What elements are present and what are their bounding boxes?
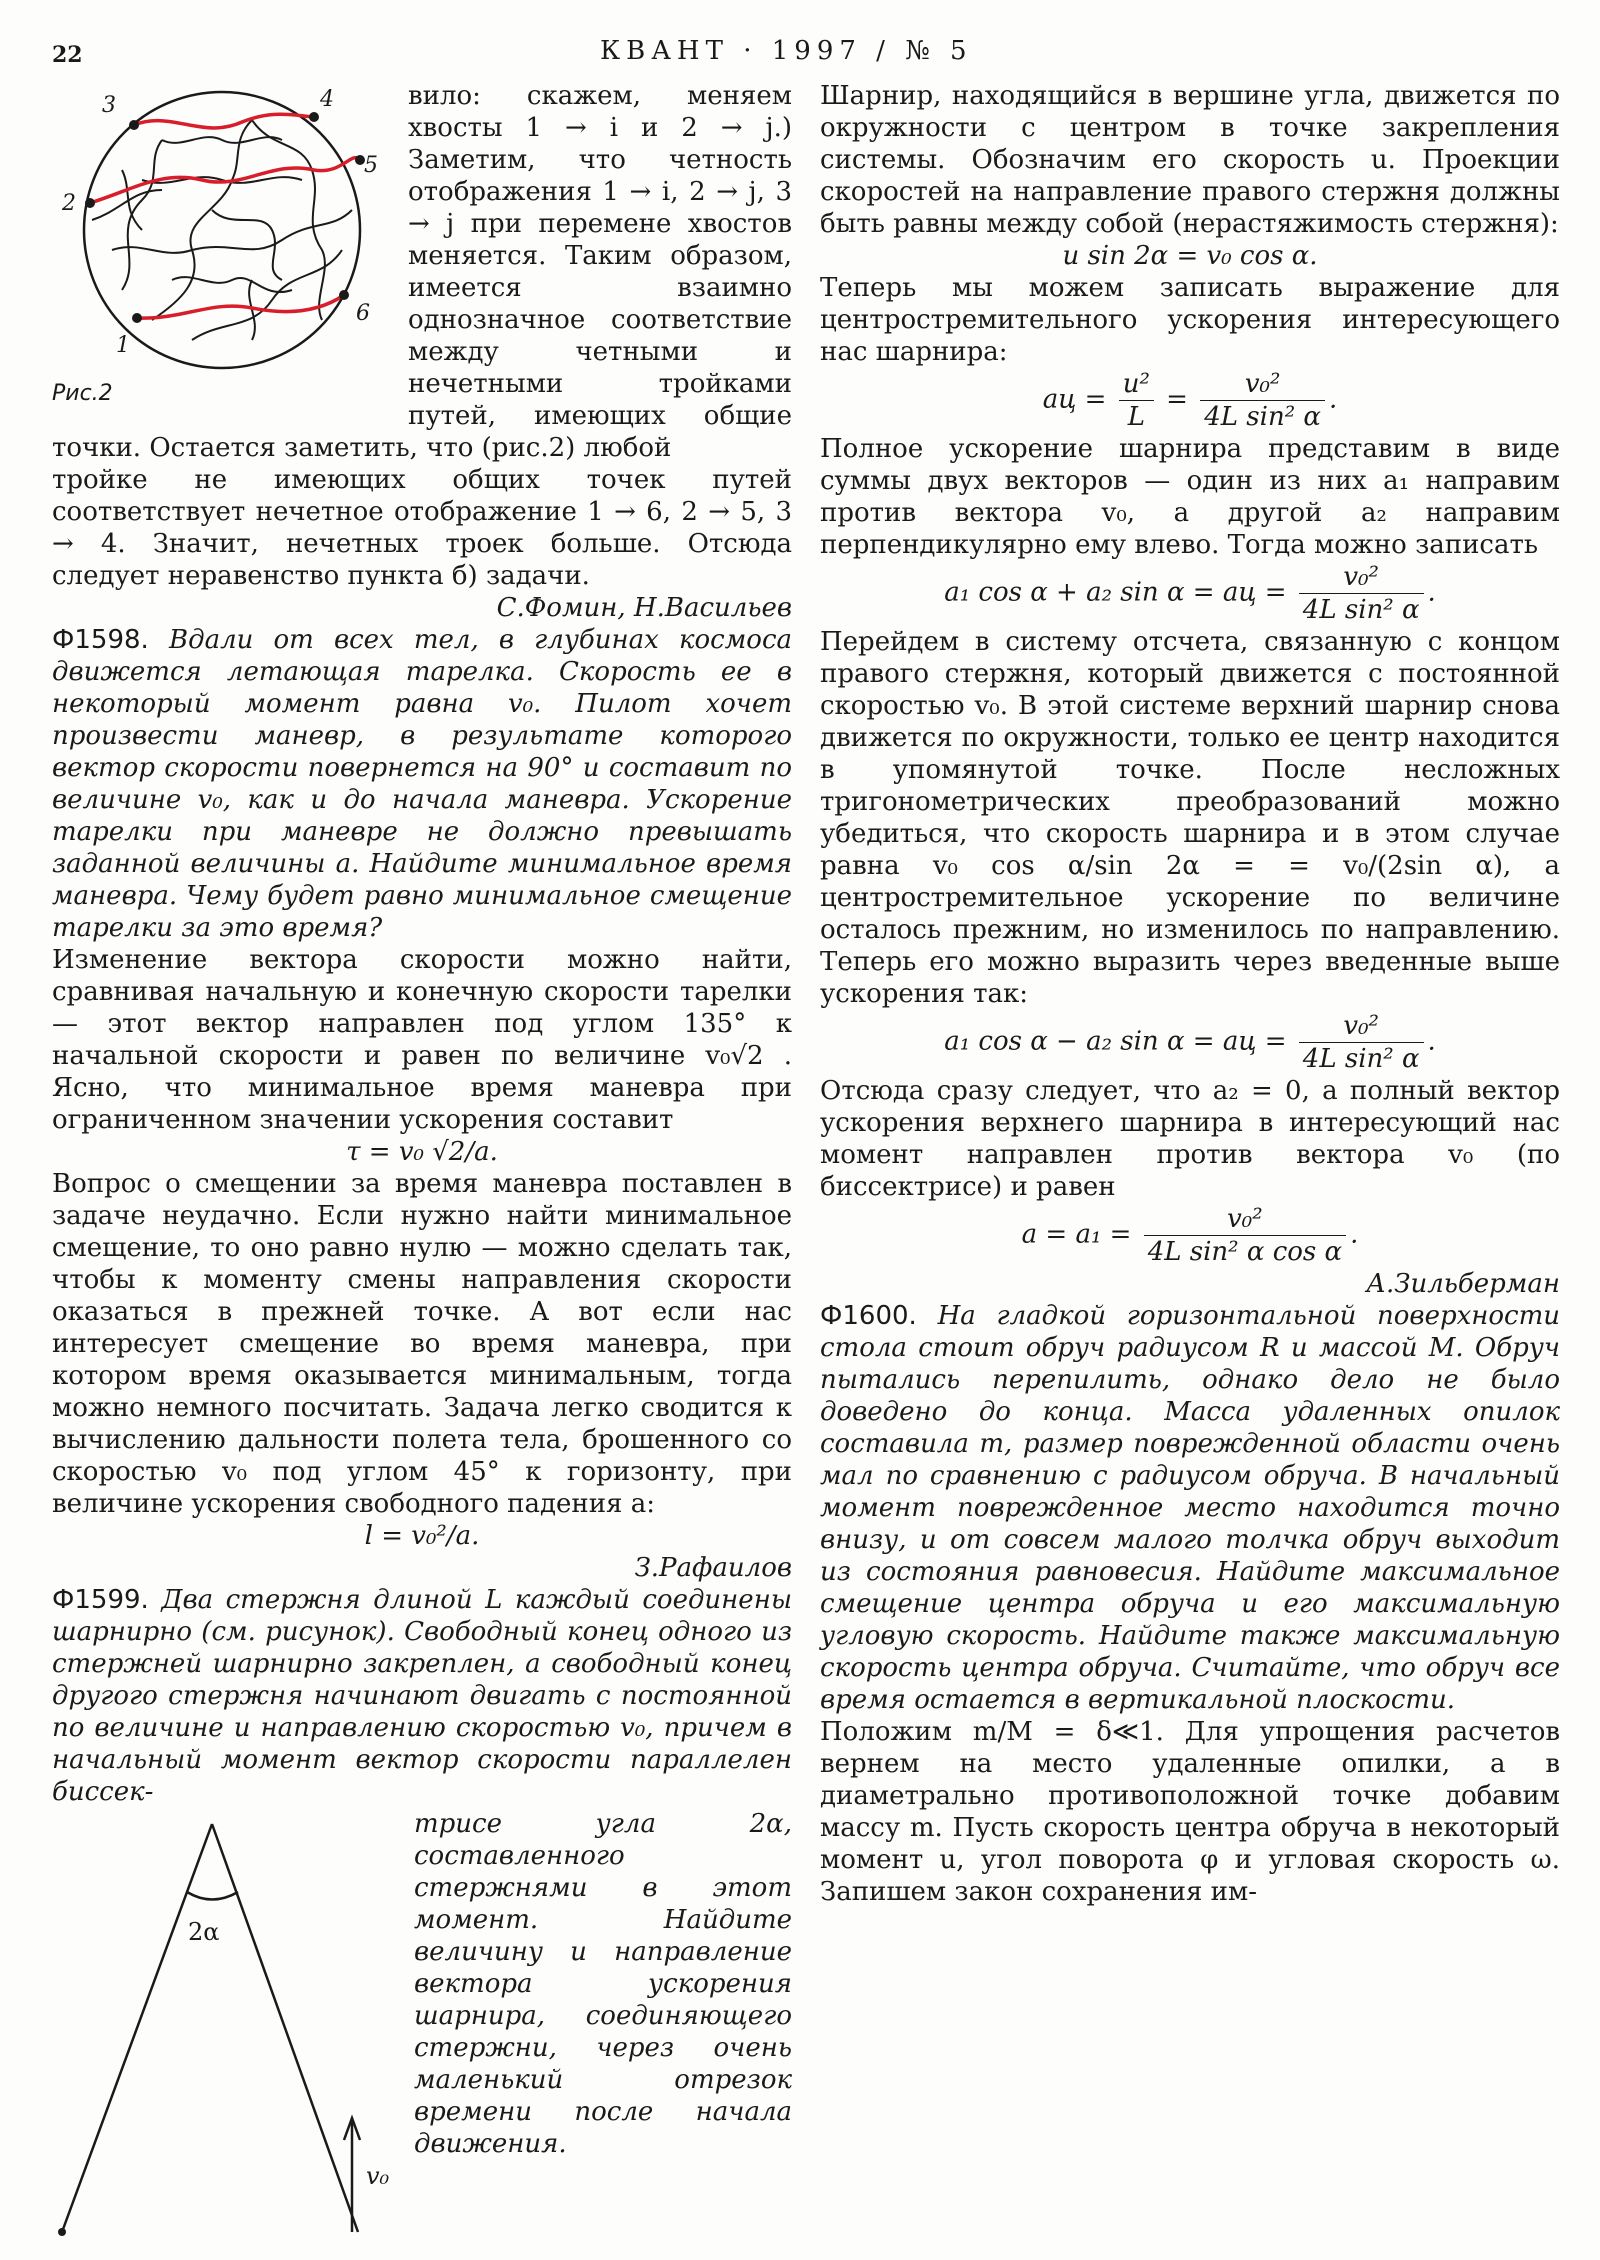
formula-centripetal: aц = $\frac{\text{u²}}{L}$ = $\frac{\text{v₀²}}{\text{4L sin² α}}$ . [1042, 369, 1338, 432]
solution-1599-part-c: Полное ускорение шарнира представим в виде суммы двух векторов — один из них a₁ направим против вектора v₀, а другой a₂ направим перпендикулярно ему влево. Тогда можно записать [820, 434, 1560, 560]
svg-text:1: 1 [116, 333, 130, 358]
formula-centripetal-lhs: aц = [1042, 384, 1107, 415]
solution-1599-part-d: Перейдем в систему отсчета, связанную с концом правого стержня, который движется с постоянной скоростью v₀. В этой системе верхний шарнир снова движется по окружности, только ее центр находится в упомянутой точке. После несложных тригонометрических преобразований можно убедиться, что скорость шарнира и в этом случае равна v₀ cos α/sin 2α = = v₀/(2sin α), а центростремительное ускорение по величине осталось прежним, но изменилось по направлению. Теперь его можно выразить через введенные выше ускорения так: [820, 627, 1560, 1009]
formula-u: u sin 2α = v₀ cos α. [1062, 241, 1318, 271]
figure-2-drawing [52, 80, 392, 380]
author-zilberman: А.Зильберман [1366, 1269, 1560, 1299]
formula-l: l = v₀²/a. [364, 1521, 480, 1551]
problem-1600-text: На гладкой горизонтальной поверхности стола стоит обруч радиусом R и массой M. Обруч пытались перепилить, однако дело не было доведено до конца. Масса удаленных опилок составила m, размер поврежденной области очень мал по сравнению с радиусом обруча. В начальный момент поврежденное место находится точно внизу, и от совсем малого толчка обруч выходит из состояния равновесия. Найдите максимальное смещение центра обруча и его максимальную угловую скорость. Найдите также максимальную скорость центра обруча. Считайте, что обруч все время остается в вертикальной плоскости. [820, 1301, 1560, 1715]
svg-text:6: 6 [356, 301, 370, 326]
fraction-den: 4L sin² α cos α [1147, 1237, 1343, 1267]
fraction-den: 4L sin² α [1302, 595, 1420, 625]
solution-1598-part2: Вопрос о смещении за время маневра поставлен в задаче неудачно. Если нужно найти минимальное смещение, то оно равно нулю — можно сделать так, чтобы к моменту смены направления скорости оказаться в прежней точке. А вот если нас интересует смещение во время маневра, при котором время оказывается минимальным, тогда можно немного посчитать. Задача легко сводится к вычислению дальности полета тела, брошенного со скоростью v₀ под углом 45° к горизонту, при величине ускорения свободного падения a: [52, 1169, 792, 1519]
fraction-a-total [1144, 1203, 1346, 1268]
fraction-num: v₀² [1299, 1010, 1424, 1043]
solution-1600: Положим m/M = δ≪1. Для упрощения расчетов вернем на место удаленные опилки, а в диаметрально противоположной точке добавим массу m. Пусть скорость центра обруча в некоторый момент u, угол поворота φ и угловая скорость ω. Запишем закон сохранения им- [820, 1717, 1560, 1907]
angle-arc [187, 1892, 238, 1900]
formula-sum-plus: a₁ cos α + a₂ sin α = aц = $\frac{\text{v₀²}}{\text{4L sin² α}}$ . [944, 562, 1436, 625]
fraction-u2-L [1119, 368, 1154, 433]
fraction-den: 4L sin² α [1302, 1044, 1420, 1074]
formula-sum-minus-lhs: a₁ cos α − a₂ sin α = aц = [944, 1026, 1287, 1057]
page-number: 22 [52, 42, 83, 68]
rod-left [62, 1824, 212, 2232]
formula-a-total: a = a₁ = $\frac{\text{v₀²}}{\text{4L sin² α cos α}}$ . [1021, 1204, 1359, 1267]
intro-text-rest: тройке не имеющих общих точек путей соответствует нечетное отображение 1 → 6, 2 → 5, 3 → 4. Значит, нечетных троек больше. Отсюда следует неравенство пункта б) задачи. [52, 465, 792, 591]
fraction-v02 [1299, 1010, 1424, 1075]
problem-1598 [52, 624, 792, 944]
fraction-num: v₀² [1299, 561, 1424, 594]
velocity-label: v₀ [366, 2162, 390, 2190]
svg-text:3: 3 [102, 93, 116, 118]
fraction-num: v₀² [1200, 368, 1325, 401]
problem-1599-id: Ф1599. [52, 1585, 149, 1615]
fraction-v02 [1200, 368, 1325, 433]
journal-running-head: КВАНТ · 1997 / № 5 [600, 36, 973, 66]
solution-1599-part-b: Теперь мы можем записать выражение для центростремительного ускорения интересующего нас шарнира: [820, 273, 1560, 367]
fixed-pivot [58, 2228, 66, 2236]
solution-1598-part1: Изменение вектора скорости можно найти, сравнивая начальную и конечную скорости тарелки — этот вектор направлен под углом 135° к начальной скорости и равен по величине v₀√2 . Ясно, что минимальное время маневра при ограниченном значении ускорения составит [52, 945, 792, 1135]
fraction-num: u² [1119, 368, 1154, 401]
figure-rods [52, 1812, 402, 2252]
fraction-den: L [1127, 402, 1145, 432]
angle-label: 2α [188, 1918, 220, 1946]
problem-1599-text-b: трисе угла 2α, составленного стержнями в этот момент. Найдите величину и направление вектора ускорения шарнира, соединяющего стержни, через очень маленький отрезок времени после начала движения. [414, 1809, 792, 2159]
author-rafailov: З.Рафаилов [634, 1553, 792, 1583]
intro-text-float: вило: скажем, меняем хвосты 1 → i и 2 → j.) Заметим, что четность отображения 1 → i, 2 → j, 3 → j при перемене хвостов меняется. Таким образом, имеется взаимно однозначное соответствие между четными и нечетными тройками путей, имеющих общие точки. Остается заметить, что (рис.2) любой [52, 81, 792, 463]
figure-rods-drawing [52, 1812, 402, 2252]
left-column [52, 80, 792, 2252]
fraction-num: v₀² [1144, 1203, 1346, 1236]
problem-1599 [52, 1584, 792, 1808]
solution-1599-part-a: Шарнир, находящийся в вершине угла, движется по окружности с центром в точке закрепления системы. Обозначим его скорость u. Проекции скоростей на направление правого стержня должны быть равны между собой (нерастяжимость стержня): [820, 81, 1560, 239]
svg-text:2: 2 [62, 191, 76, 216]
formula-tau: τ = v₀ √2/a. [346, 1137, 498, 1167]
page-header [0, 22, 1600, 68]
fraction-v02 [1299, 561, 1424, 626]
formula-sum-plus-lhs: a₁ cos α + a₂ sin α = aц = [944, 577, 1287, 608]
svg-text:4: 4 [320, 87, 334, 112]
rod-right [212, 1824, 358, 2232]
fraction-den: 4L sin² α [1204, 402, 1321, 432]
problem-1598-id: Ф1598. [52, 625, 149, 655]
figure-2-caption: Рис.2 [52, 381, 113, 406]
formula-sum-minus: a₁ cos α − a₂ sin α = aц = $\frac{\text{v₀²}}{\text{4L sin² α}}$ . [944, 1011, 1436, 1074]
right-column [820, 80, 1560, 1908]
problem-1599-text-a: Два стержня длиной L каждый соединены шарнирно (см. рисунок). Свободный конец одного из стержней шарнирно закреплен, а свободный конец другого стержня начинают двигать с постоянной по величине и направлению скоростью v₀, причем в начальный момент вектор скорости параллелен биссек- [52, 1585, 792, 1807]
formula-a-total-lhs: a = a₁ = [1021, 1219, 1132, 1250]
author-fomin-vasiliev: С.Фомин, Н.Васильев [496, 593, 792, 623]
problem-1598-text: Вдали от всех тел, в глубинах космоса движется летающая тарелка. Скорость ее в некоторый момент равна v₀. Пилот хочет произвести маневр, в результате которого вектор скорости повернется на 90° и составит по величине v₀, как и до начала маневра. Ускорение тарелки при маневре не должно превышать заданной величины a. Найдите минимальное время маневра. Чему будет равно минимальное смещение тарелки за это время? [52, 625, 793, 943]
problem-1600-id: Ф1600. [820, 1301, 917, 1331]
svg-text:5: 5 [364, 153, 378, 178]
problem-1600 [820, 1300, 1560, 1716]
solution-1599-part-e: Отсюда сразу следует, что a₂ = 0, а полный вектор ускорения верхнего шарнира в интересующий нас момент направлен против вектора v₀ (по биссектрисе) и равен [820, 1076, 1560, 1202]
figure-2 [52, 80, 392, 420]
